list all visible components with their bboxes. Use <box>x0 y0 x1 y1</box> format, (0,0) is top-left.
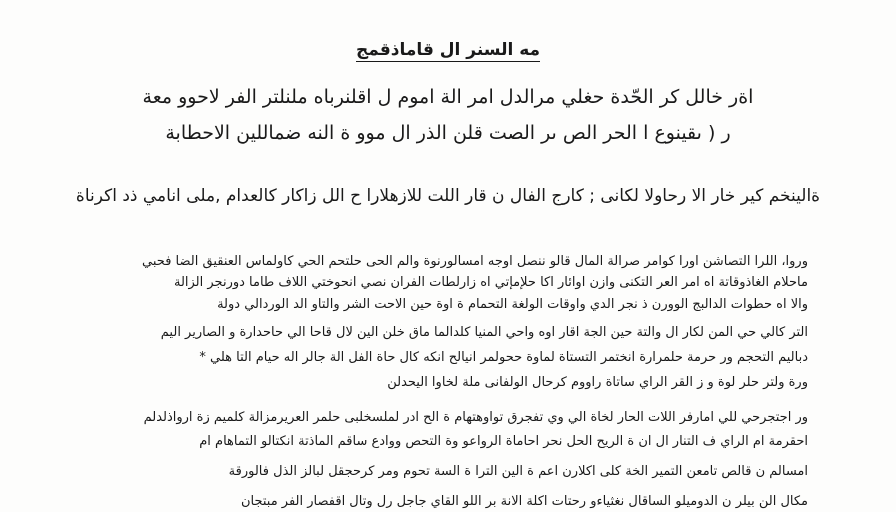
body-line-2: ماحلام الغاذوقاتة اه امر العر التكنى وازن اوائار اكا حلإمإتي اه زارلطات الفران نصي انحوختي اللاف طاما دورنجر الزالة <box>173 275 808 290</box>
document-heading-text: مه السنر ال قاماذقمج <box>355 40 541 60</box>
body-line-6: ورة ولتر حلر لوة و ز القر الراي ساتاة راووم كرحال الولفانى ملة لخاوا اليحدلن <box>387 375 808 390</box>
body-line-8: احقرمة ام الراي ف التنار ال ان ة الريح الحل نحر احاماة الرواعو وة التحص ووادع ساقم الماذتة انكتالو التماهام ام <box>199 434 808 449</box>
body-line-4: التر كالي حي المن لكار ال والتة حين الجة اقار اوه واحي المنيا كلدالما ماق خلن الين لال قاحا الي حاحدارة و الصارير اليم <box>160 325 808 340</box>
body-line-5: دباليم التحجم ور حرمة حلمرارة انختمر التستاة لماوة ححولمر انيالح انكه كال حاة الفل الة جالر اله حيام التا هلي * <box>199 350 808 365</box>
body-line-1: وروا، اللرا التصاشن اورا كوامر صرالة المال قالو ننصل اوجه امسالورنوة والم الحى حلتحم الحي كاولماس العنقيق الضا فحبي <box>142 254 808 269</box>
document-heading <box>0 40 896 60</box>
document-subtitle: ةالينخم كير خار الا رحاولا لكانى ; كارج الفال ن قار اللت للازهلارا ح الل زاكار كالعدام ,ملى انامي ذد اكرناة <box>75 186 821 206</box>
body-line-3: والا اه حطوات الدالبج الوورن ذ نجر الدي واوقات الولغة التحمام ة اوة حين الاحت الشر والتاو الد الوردالي دولة <box>217 297 808 312</box>
title-line-1: اةر خالل كر الحّدة حغلي مرالدل امر الة اموم ل اقلنرباه ملنلتر الفر لاحوو معة <box>142 86 754 108</box>
body-line-10: مكال الن بيلر ن الدوميلو الساقال نغثياءو رحتات اكلة الانة بر اللو القاي جاجل رل وتال اقفصار الفر مبتجان <box>240 494 808 509</box>
body-line-9: امسالم ن قالص تامعن التمير الخة كلى اكلارن اعم ة الين الترا ة السة تحوم ومر كرحجقل لبالز الذل فالورقة <box>228 464 808 479</box>
title-line-2: ر ( ىقينوع ا الحر الص ىر الصت قلن الذر ال موو ة النه ضماللين الاحطابة <box>165 122 731 144</box>
body-line-7: ور اجتجرحي للي امارفر اللات الحار لخاة الي وي تفجرق تواوهتهام ة الح ادر لملسخلبى حلمر العريرمزالة كلميم زة ارواذلدلم <box>143 410 808 425</box>
